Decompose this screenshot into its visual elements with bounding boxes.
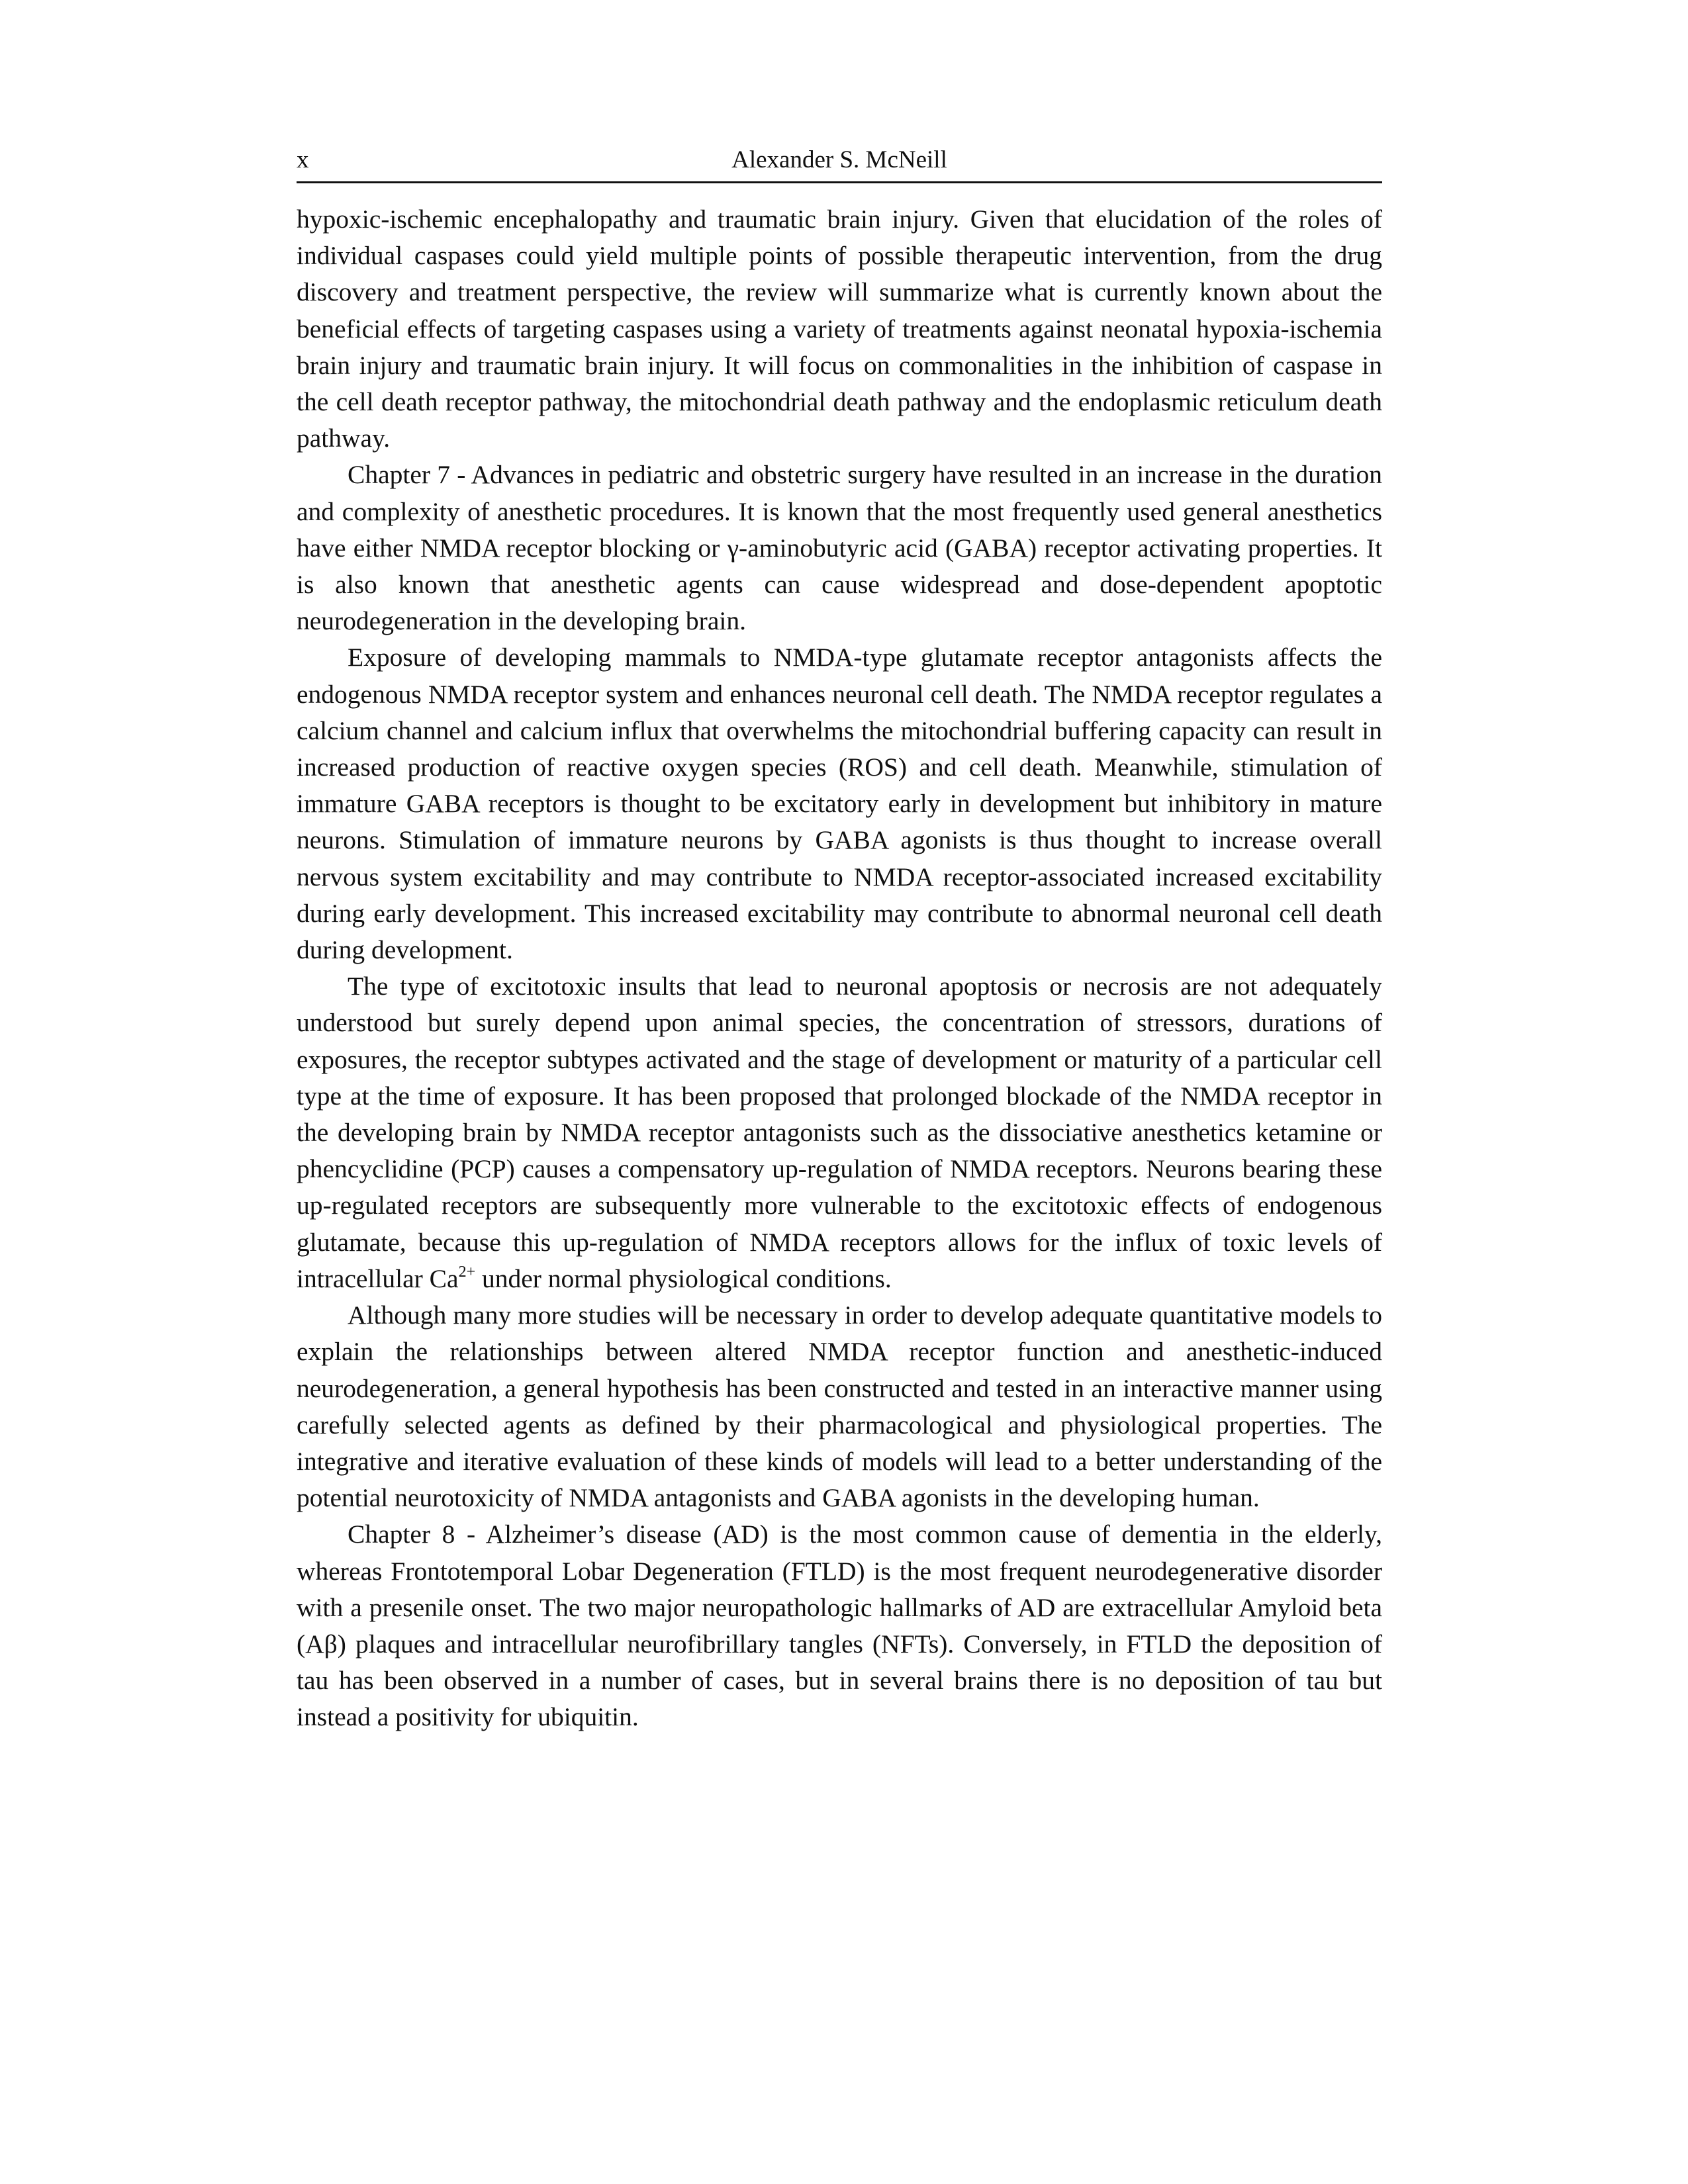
page-number: x <box>297 146 309 173</box>
body-text <box>297 201 1382 1736</box>
paragraph-text: The type of excitotoxic insults that lead to neuronal apoptosis or necrosis are not adequately understood but surely depend upon animal species, the concentration of stressors, durations of exposures, the receptor subtypes activated and the stage of development or maturity of a particular cell type at the time of exposure. It has been proposed that prolonged blockade of the NMDA receptor in the developing brain by NMDA receptor antagonists such as the dissociative anesthetics ketamine or phencyclidine (PCP) causes a compensatory up-regulation of NMDA receptors. Neurons bearing these up-regulated receptors are subsequently more vulnerable to the excitotoxic effects of endogenous glutamate, because this up-regulation of NMDA receptors allows for the influx of toxic levels of intracellular Ca <box>297 972 1382 1293</box>
running-title: Alexander S. McNeill <box>731 146 947 173</box>
paragraph-chapter-7: Chapter 7 - Advances in pediatric and obstetric surgery have resulted in an increase in the duration and complexity of anesthetic procedures. It is known that the most frequently used general anesthetics have either NMDA receptor blocking or γ-aminobutyric acid (GABA) receptor activating properties. It is also known that anesthetic agents can cause widespread and dose-dependent apoptotic neurodegeneration in the developing brain. <box>297 460 1382 636</box>
superscript-charge: 2+ <box>458 1263 476 1281</box>
book-page <box>297 139 1382 1736</box>
paragraph-chapter-8: Chapter 8 - Alzheimer’s disease (AD) is the most common cause of dementia in the elderly, whereas Frontotemporal Lobar Degeneration (FTLD) is the most frequent neurodegenerative disorder with a presenile onset. The two major neuropathologic hallmarks of AD are extracellular Amyloid beta (Aβ) plaques and intracellular neurofibrillary tangles (NFTs). Conversely, in FTLD the deposition of tau has been observed in a number of cases, but in several brains there is no deposition of tau but instead a positivity for ubiquitin. <box>297 1520 1382 1732</box>
paragraph-nmda-exposure: Exposure of developing mammals to NMDA-type glutamate receptor antagonists affects the endogenous NMDA receptor system and enhances neuronal cell death. The NMDA receptor regulates a calcium channel and calcium influx that overwhelms the mitochondrial buffering capacity can result in increased production of reactive oxygen species (ROS) and cell death. Meanwhile, stimulation of immature GABA receptors is thought to be excitatory early in development but inhibitory in mature neurons. Stimulation of immature neurons by GABA agonists is thus thought to increase overall nervous system excitability and may contribute to NMDA receptor-associated increased excitability during early development. This increased excitability may contribute to abnormal neuronal cell death during development. <box>297 643 1382 965</box>
paragraph-hypothesis: Although many more studies will be necessary in order to develop adequate quantitative models to explain the relationships between altered NMDA receptor function and anesthetic-induced neurodegeneration, a general hypothesis has been constructed and tested in an interactive manner using carefully selected agents as defined by their pharmacological and physiological properties. The integrative and iterative evaluation of these kinds of models will lead to a better understanding of the potential neurotoxicity of NMDA antagonists and GABA agonists in the developing human. <box>297 1300 1382 1513</box>
paragraph-continued: hypoxic-ischemic encephalopathy and traumatic brain injury. Given that elucidation of the roles of individual caspases could yield multiple points of possible therapeutic intervention, from the drug discovery and treatment perspective, the review will summarize what is currently known about the beneficial effects of targeting caspases using a variety of treatments against neonatal hypoxia-ischemia brain injury and traumatic brain injury. It will focus on commonalities in the inhibition of caspase in the cell death receptor pathway, the mitochondrial death pathway and the endoplasmic reticulum death pathway. <box>297 205 1382 453</box>
paragraph-text-end: under normal physiological conditions. <box>475 1263 892 1293</box>
running-header <box>297 139 1382 183</box>
paragraph-excitotoxic-insults <box>297 968 1382 1297</box>
